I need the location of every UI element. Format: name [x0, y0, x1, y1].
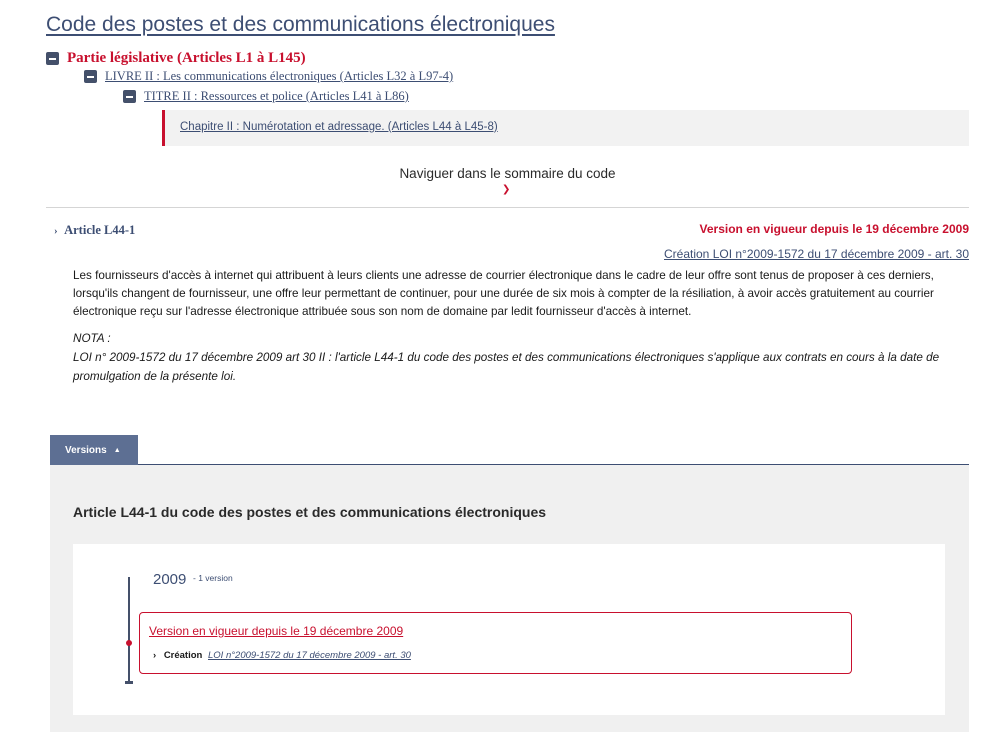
- page-title[interactable]: Code des postes et des communications électroniques: [46, 13, 555, 36]
- navigate-summary-button[interactable]: Naviguer dans le sommaire du code: [399, 166, 616, 181]
- nota-text: LOI n° 2009-1572 du 17 décembre 2009 art 30 II : l'article L44-1 du code des postes et des communications électroniques s'applique aux contrats en cours à la date de promulgation de la présente loi.: [73, 351, 940, 383]
- tree-level-1-label[interactable]: Partie législative (Articles L1 à L145): [67, 50, 306, 66]
- current-chapter: [162, 110, 969, 146]
- timeline-year: 2009: [153, 571, 187, 588]
- chevron-right-icon: ›: [153, 650, 157, 661]
- collapse-icon[interactable]: [84, 70, 97, 83]
- tree-level-3[interactable]: [123, 89, 409, 104]
- article-title: Article L44-1: [64, 223, 136, 237]
- creation-link[interactable]: Création LOI n°2009-1572 du 17 décembre 2009 - art. 30: [664, 247, 969, 261]
- article-nota: [73, 329, 969, 386]
- versions-tab-label: Versions: [65, 444, 107, 456]
- timeline-year-count: - 1 version: [193, 573, 233, 583]
- caret-up-icon: ▲: [113, 446, 121, 454]
- versions-timeline-card: [73, 544, 945, 715]
- timeline-line: [128, 577, 130, 683]
- version-entry: [139, 612, 852, 674]
- chevron-down-icon[interactable]: ❯: [502, 184, 511, 195]
- tree-level-2-link[interactable]: LIVRE II : Les communications électroniques (Articles L32 à L97-4): [105, 69, 454, 83]
- chapter-link[interactable]: Chapitre II : Numérotation et adressage. (Articles L44 à L45-8): [180, 121, 498, 133]
- versions-tab[interactable]: [50, 435, 138, 465]
- divider: [46, 207, 969, 208]
- tree-level-3-link[interactable]: TITRE II : Ressources et police (Articles L41 à L86): [144, 89, 409, 103]
- collapse-icon[interactable]: [46, 52, 59, 65]
- version-entry-detail-link[interactable]: LOI n°2009-1572 du 17 décembre 2009 - art. 30: [208, 650, 411, 661]
- timeline-dot-icon: [126, 640, 132, 646]
- nota-label: NOTA :: [73, 332, 111, 345]
- chevron-right-icon: ›: [54, 225, 58, 237]
- version-entry-detail-label: Création: [163, 650, 203, 661]
- tree-level-2[interactable]: [84, 69, 453, 84]
- versions-panel: [50, 465, 969, 732]
- versions-panel-title: Article L44-1 du code des postes et des communications électroniques: [73, 504, 547, 520]
- version-status: Version en vigueur depuis le 19 décembre 2009: [699, 222, 969, 236]
- timeline-end: [125, 681, 133, 684]
- version-entry-link[interactable]: Version en vigueur depuis le 19 décembre 2009: [149, 624, 404, 638]
- article-heading[interactable]: [54, 223, 135, 238]
- tree-level-1[interactable]: [46, 50, 306, 67]
- article-body: Les fournisseurs d'accès à internet qui attribuent à leurs clients une adresse de courrier électronique dans le cadre de leur offre sont tenus de proposer à ces derniers, lorsqu'ils changent de fournisseur, une offre leur permettant de continuer, pour une durée de six mois à compter de la résiliation, à avoir accès gratuitement au courrier électronique reçu sur l'adresse électronique attribuée sous son nom de domaine par ledit fournisseur d'accès à internet.: [73, 269, 934, 318]
- collapse-icon[interactable]: [123, 90, 136, 103]
- version-entry-detail: [153, 650, 411, 661]
